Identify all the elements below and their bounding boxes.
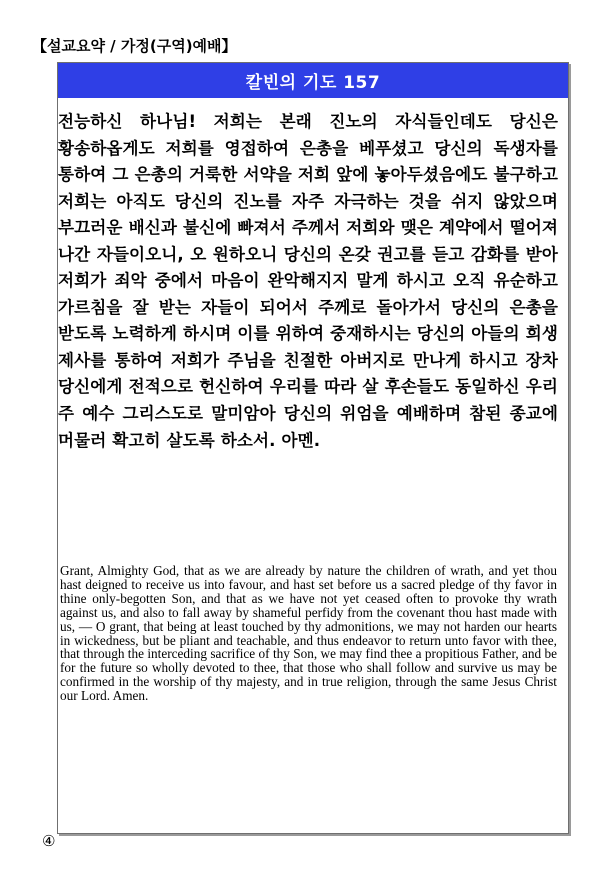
korean-prayer-text: 전능하신 하나님! 저희는 본래 진노의 자식들인데도 당신은 황송하옵게도 저희를 영접하여 은총을 베푸셨고 당신의 독생자를 통하여 그 은총의 거룩한 서약을 저희 앞에 놓아두셨음에도 불구하고 저희는 아직도 당신의 진노를 자주 자극하는 것을 쉬지 않았으며 부끄러운 배신과 불신에 빠져서 주께서 저희와 맺은 계약에서 떨어져 나간 자들이오니, 오 원하오니 당신의 온갖 권고를 듣고 감화를 받아 저희가 죄악 중에서 마음이 완악해지지 말게 하시고 오직 유순하고 가르침을 잘 받는 자들이 되어서 주께로 돌아가서 당신의 은총을 받도록 노력하게 하시며 이를 위하여 중재하시는 당신의 아들의 희생 제사를 통하여 저희가 주님을 친절한 아버지로 만나게 하시고 장차 당신에게 전적으로 헌신하여 우리를 따라 살 후손들도 동일하신 우리 주 예수 그리스도로 말미암아 당신의 위엄을 예배하며 참된 종교에 머물러 확고히 살도록 하소서. 아멘. xyxy=(58,112,558,450)
prayer-card xyxy=(57,62,569,834)
english-prayer-text: Grant, Almighty God, that as we are already by nature the children of wrath, and yet thou hast deigned to receive us into favour, and hast set before us a sacred pledge of thy favor in thine only-begotten Son, and that as we have not yet ceased often to provoke thy wrath against us, and also to fall away by shameful perfidy from the covenant thou hast made with us, — O grant, that being at least touched by thy admonitions, we may not harden our hearts in wickedness, but be pliant and teachable, and thus endeavor to return unto favor with thee, that through the interceding sacrifice of thy Son, we may find thee a propitious Father, and be for the future so wholly devoted to thee, that those who shall follow and survive us may be confirmed in the worship of thy majesty, and in true religion, through the same Jesus Christ our Lord. Amen. xyxy=(60,563,557,704)
prayer-title: 칼빈의 기도 157 xyxy=(245,73,381,93)
title-banner xyxy=(58,63,568,98)
page-number: ④ xyxy=(42,832,56,850)
section-label: 【설교요약 / 가정(구역)예배】 xyxy=(32,37,237,55)
